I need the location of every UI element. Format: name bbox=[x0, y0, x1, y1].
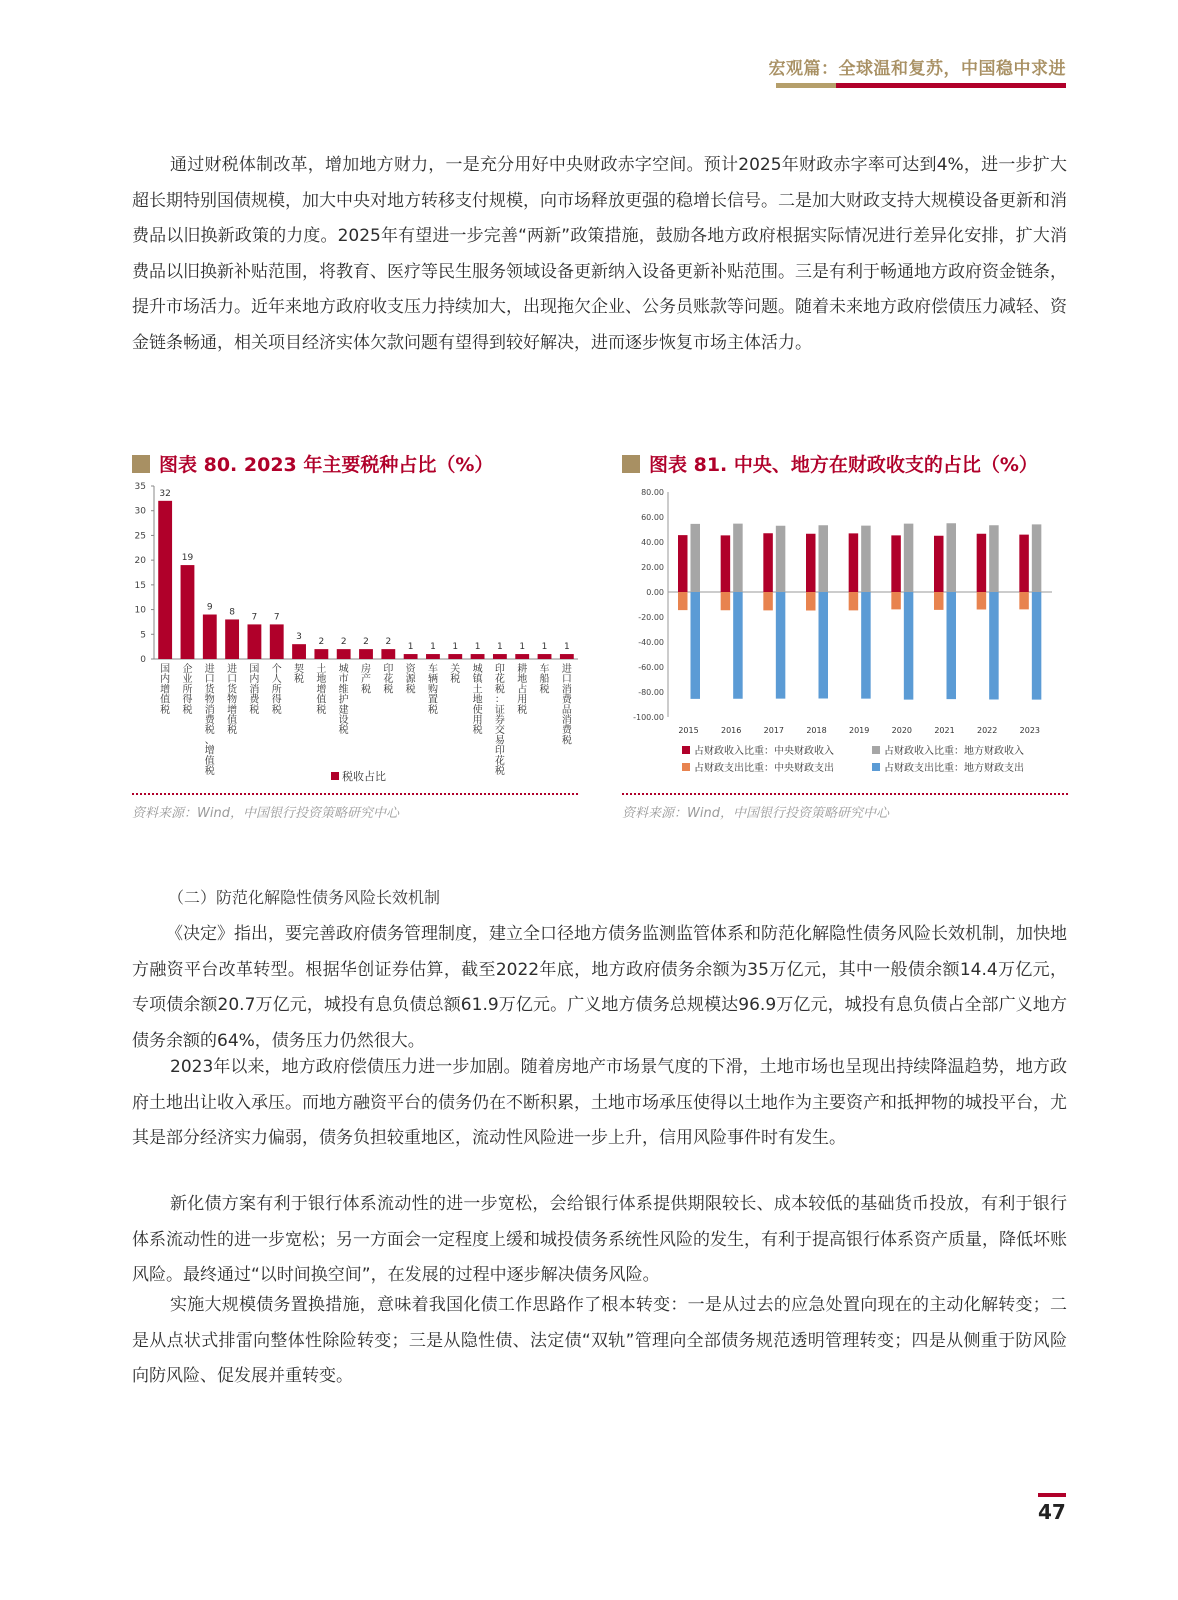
x-tick-label: 券 bbox=[494, 715, 505, 726]
x-tick-label: 船 bbox=[539, 674, 550, 686]
bar bbox=[337, 649, 351, 659]
x-tick-label: 费 bbox=[204, 715, 215, 726]
x-tick-label: 维 bbox=[338, 684, 349, 696]
x-tick-label: 源 bbox=[405, 674, 416, 686]
x-tick-label: 辆 bbox=[427, 674, 438, 686]
x-tick-label: 资 bbox=[405, 664, 416, 675]
legend-label: 占财政支出比重：中央财政支出 bbox=[694, 763, 834, 774]
x-tick-label: 地 bbox=[316, 674, 327, 686]
bar bbox=[989, 592, 999, 700]
data-label: 1 bbox=[430, 642, 436, 653]
x-tick-label: 货 bbox=[227, 684, 238, 696]
y-tick-label: 10 bbox=[134, 605, 146, 616]
bar bbox=[776, 526, 786, 592]
x-tick-label: 护 bbox=[338, 694, 349, 706]
x-tick-label: 税 bbox=[271, 704, 282, 716]
bar bbox=[733, 524, 742, 592]
x-tick-label: 业 bbox=[182, 674, 193, 686]
x-tick-label: 值 bbox=[204, 755, 215, 767]
bar bbox=[203, 615, 217, 659]
figure-81-title bbox=[622, 450, 1038, 477]
y-tick-label: -100.00 bbox=[633, 713, 664, 722]
x-tick-label: 所 bbox=[271, 684, 282, 696]
figure-80-source: 资料来源：Wind，中国银行投资策略研究中心 bbox=[132, 806, 399, 821]
bar bbox=[977, 592, 987, 610]
x-tick-label: 税 bbox=[539, 684, 550, 696]
bar bbox=[448, 654, 462, 659]
bar bbox=[819, 525, 829, 592]
x-tick-label: 车 bbox=[539, 664, 550, 675]
bar bbox=[934, 536, 944, 592]
x-tick-label: 税 bbox=[316, 704, 327, 716]
x-tick-label: 购 bbox=[427, 684, 438, 696]
bar bbox=[849, 533, 859, 592]
x-tick-label: 品 bbox=[561, 704, 572, 716]
data-label: 3 bbox=[296, 632, 302, 643]
bar bbox=[181, 565, 195, 659]
x-tick-label: 值 bbox=[160, 694, 171, 706]
x-tick-label: 人 bbox=[271, 674, 282, 686]
x-tick-label: 增 bbox=[204, 745, 215, 757]
y-tick-label: 60.00 bbox=[641, 513, 664, 522]
x-tick-label: 增 bbox=[227, 704, 238, 716]
fiscal-share-chart bbox=[612, 478, 1074, 788]
bar bbox=[359, 649, 373, 659]
bar bbox=[158, 501, 172, 659]
x-tick-label: 消 bbox=[561, 715, 572, 726]
bar bbox=[691, 524, 701, 592]
x-tick-label: 税 bbox=[450, 674, 461, 686]
x-tick-label: 产 bbox=[361, 674, 371, 686]
x-tick-label: 2021 bbox=[934, 726, 955, 735]
x-tick-label: 用 bbox=[472, 715, 483, 726]
y-tick-label: 5 bbox=[140, 630, 146, 641]
x-tick-label: 所 bbox=[182, 684, 193, 696]
data-label: 2 bbox=[318, 637, 325, 648]
x-tick-label: 耕 bbox=[517, 664, 528, 675]
x-tick-label: 印 bbox=[383, 664, 394, 675]
x-tick-label: 地 bbox=[517, 674, 528, 686]
y-tick-label: 30 bbox=[134, 506, 146, 517]
x-tick-label: 证 bbox=[494, 704, 505, 716]
x-tick-label: 关 bbox=[450, 664, 461, 675]
section-subheading: （二）防范化解隐性债务风险长效机制 bbox=[168, 888, 441, 907]
header-rule-gold bbox=[776, 83, 836, 88]
x-tick-label: 镇 bbox=[472, 674, 483, 686]
x-tick-label: 车 bbox=[427, 664, 438, 675]
bar bbox=[763, 533, 773, 592]
body-paragraph: 实施大规模债务置换措施，意味着我国化债工作思路作了根本转变：一是从过去的应急处置向现在的主动化解转变；二是从点状式排雷向整体性除险转变；三是从隐性债、法定债“双轨”管理向全部债务规范透明管理转变；四是从侧重于防风险向防风险、促发展并重转变。 bbox=[132, 1295, 1067, 1387]
bar bbox=[721, 535, 731, 592]
x-tick-label: 税 bbox=[405, 684, 416, 696]
x-tick-label: 进 bbox=[561, 664, 572, 675]
data-label: 9 bbox=[206, 602, 213, 613]
bar bbox=[947, 592, 957, 699]
y-tick-label: -40.00 bbox=[638, 638, 664, 647]
x-tick-label: 国 bbox=[160, 664, 171, 675]
x-tick-label: ： bbox=[494, 694, 505, 706]
bar bbox=[806, 534, 816, 592]
legend-label: 占财政收入比重：地方财政收入 bbox=[884, 746, 1024, 757]
x-tick-label: 值 bbox=[227, 715, 238, 726]
x-tick-label: 2020 bbox=[891, 726, 913, 735]
x-tick-label: 花 bbox=[494, 674, 505, 686]
x-tick-label: 2015 bbox=[678, 726, 699, 735]
x-tick-label: 货 bbox=[204, 684, 215, 696]
figure-81-dotted-rule bbox=[622, 793, 1068, 795]
x-tick-label: 交 bbox=[494, 725, 505, 737]
bar bbox=[733, 592, 742, 699]
x-tick-label: 土 bbox=[316, 664, 327, 675]
data-label: 1 bbox=[497, 642, 503, 653]
x-tick-label: 税 bbox=[204, 725, 215, 737]
x-tick-label: 进 bbox=[204, 664, 215, 675]
x-tick-label: 设 bbox=[338, 715, 349, 726]
bar bbox=[471, 654, 485, 659]
legend-swatch bbox=[872, 763, 880, 771]
x-tick-label: 房 bbox=[361, 664, 371, 675]
x-tick-label: 2019 bbox=[848, 726, 870, 735]
legend-swatch bbox=[682, 763, 690, 771]
bar bbox=[678, 592, 688, 610]
data-label: 1 bbox=[452, 642, 459, 653]
y-tick-label: -20.00 bbox=[638, 613, 664, 622]
data-label: 32 bbox=[159, 488, 171, 499]
x-tick-label: 税 bbox=[494, 684, 505, 696]
x-tick-label: 契 bbox=[294, 664, 305, 675]
bar bbox=[904, 592, 914, 700]
bar bbox=[819, 592, 829, 699]
x-tick-label: 口 bbox=[227, 674, 238, 686]
y-tick-label: -80.00 bbox=[638, 688, 664, 697]
bar bbox=[934, 592, 944, 610]
figure-80-title-text: 图表 80. 2023 年主要税种占比（%） bbox=[159, 454, 494, 476]
x-tick-label: 物 bbox=[204, 694, 215, 706]
header-rule-red bbox=[836, 83, 1066, 88]
x-tick-label: 使 bbox=[472, 704, 483, 716]
y-tick-label: 0 bbox=[140, 655, 146, 665]
bar bbox=[1019, 535, 1029, 592]
y-tick-label: 80.00 bbox=[641, 488, 664, 497]
bar bbox=[849, 592, 859, 610]
bar bbox=[381, 649, 395, 659]
bar bbox=[404, 654, 418, 659]
figure-marker-square bbox=[622, 455, 640, 473]
bar bbox=[806, 592, 816, 611]
data-label: 2 bbox=[385, 637, 392, 648]
y-tick-label: 0.00 bbox=[646, 588, 664, 597]
legend-label: 占财政支出比重：地方财政支出 bbox=[884, 763, 1024, 774]
bar bbox=[721, 592, 731, 610]
bar bbox=[678, 535, 688, 592]
data-label: 1 bbox=[474, 642, 481, 653]
bar bbox=[763, 592, 773, 610]
x-tick-label: 税 bbox=[517, 704, 528, 716]
bar bbox=[225, 619, 239, 659]
x-tick-label: 消 bbox=[561, 684, 572, 696]
x-tick-label: 地 bbox=[472, 694, 483, 706]
x-tick-label: 值 bbox=[316, 694, 327, 706]
x-tick-label: 税 bbox=[494, 766, 505, 777]
x-tick-label: 置 bbox=[427, 694, 438, 706]
x-tick-label: 内 bbox=[249, 674, 260, 686]
bar bbox=[904, 524, 914, 592]
x-tick-label: 税 bbox=[561, 735, 572, 747]
x-tick-label: 印 bbox=[494, 664, 505, 675]
bar bbox=[270, 624, 284, 659]
data-label: 1 bbox=[407, 642, 414, 653]
x-tick-label: 内 bbox=[160, 674, 171, 686]
data-label: 8 bbox=[229, 607, 235, 618]
x-tick-label: 税 bbox=[427, 704, 438, 716]
body-paragraph: 2023年以来，地方政府偿债压力进一步加剧。随着房地产市场景气度的下滑，土地市场也呈现出持续降温趋势，地方政府土地出让收入承压。而地方融资平台的债务仍在不断积累，土地市场承压使得以土地作为主要资产和抵押物的城投平台，尤其是部分经济实力偏弱，债务负担较重地区，流动性风险进一步上升，信用风险事件时有发生。 bbox=[132, 1057, 1067, 1149]
y-tick-label: -60.00 bbox=[638, 663, 664, 672]
x-tick-label: 土 bbox=[472, 684, 483, 696]
x-tick-label: 税 bbox=[383, 684, 394, 696]
x-tick-label: 税 bbox=[361, 684, 371, 696]
x-tick-label: 花 bbox=[383, 674, 394, 686]
legend-swatch bbox=[331, 772, 339, 780]
figure-81-source: 资料来源：Wind，中国银行投资策略研究中心 bbox=[622, 806, 889, 821]
x-tick-label: 个 bbox=[271, 664, 282, 675]
page-number: 47 bbox=[1038, 1500, 1066, 1524]
x-tick-label: 占 bbox=[517, 684, 528, 696]
bar bbox=[493, 654, 507, 659]
x-tick-label: 增 bbox=[316, 684, 327, 696]
x-tick-label: 2022 bbox=[976, 726, 998, 735]
x-tick-label: 税 bbox=[249, 704, 260, 716]
x-tick-label: 花 bbox=[494, 755, 505, 767]
data-label: 1 bbox=[541, 642, 548, 653]
bar bbox=[989, 525, 999, 592]
x-tick-label: 城 bbox=[472, 664, 483, 675]
x-tick-label: 税 bbox=[204, 766, 215, 777]
bar bbox=[861, 592, 871, 699]
x-tick-label: 税 bbox=[472, 725, 483, 737]
bar bbox=[947, 523, 957, 592]
x-tick-label: 得 bbox=[271, 694, 282, 706]
bar bbox=[776, 592, 786, 699]
data-label: 1 bbox=[519, 642, 526, 653]
x-tick-label: 企 bbox=[182, 664, 193, 675]
bar bbox=[1032, 592, 1042, 700]
x-tick-label: 进 bbox=[227, 664, 238, 675]
figure-81-title-text: 图表 81. 中央、地方在财政收支的占比（%） bbox=[649, 454, 1038, 476]
bar bbox=[426, 654, 440, 659]
data-label: 1 bbox=[563, 642, 570, 653]
x-tick-label: 税 bbox=[294, 674, 305, 686]
x-tick-label: 费 bbox=[249, 694, 260, 706]
y-tick-label: 20.00 bbox=[641, 563, 664, 572]
legend-label: 税收占比 bbox=[342, 770, 386, 783]
body-paragraph: 通过财税体制改革，增加地方财力，一是充分用好中央财政赤字空间。预计2025年财政赤字率可达到4%，进一步扩大超长期特别国债规模，加大中央对地方转移支付规模，向市场释放更强的稳增长信号。二是加大财政支持大规模设备更新和消费品以旧换新政策的力度。2025年有望进一步完善“两新”政策措施，鼓励各地方政府根据实际情况进行差异化安排，扩大消费品以旧换新补贴范围，将教育、医疗等民生服务领域设备更新纳入设备更新补贴范围。三是有利于畅通地方政府资金链条，提升市场活力。近年来地方政府收支压力持续加大，出现拖欠企业、公务员账款等问题。随着未来地方政府偿债压力减轻、资金链条畅通，相关项目经济实体欠款问题有望得到较好解决，进而逐步恢复市场主体活力。 bbox=[132, 155, 1067, 353]
bar bbox=[1032, 524, 1042, 592]
bar bbox=[560, 654, 574, 659]
y-tick-label: 40.00 bbox=[641, 538, 664, 547]
bar bbox=[248, 624, 262, 659]
y-tick-label: 20 bbox=[134, 556, 146, 567]
figure-80-title bbox=[132, 450, 493, 477]
body-paragraph: 《决定》指出，要完善政府债务管理制度，建立全口径地方债务监测监管体系和防范化解隐性债务风险长效机制，加快地方融资平台改革转型。根据华创证券估算，截至2022年底，地方政府债务余额为35万亿元，其中一般债余额14.4万亿元，专项债余额20.7万亿元，城投有息负债总额61.9万亿元。广义地方债务总规模达96.9万亿元，城投有息负债占全部广义地方债务余额的64%，债务压力仍然很大。 bbox=[132, 924, 1067, 1051]
x-tick-label: 印 bbox=[494, 745, 505, 757]
x-tick-label: 税 bbox=[338, 725, 349, 737]
data-label: 7 bbox=[251, 612, 258, 623]
y-tick-label: 35 bbox=[134, 482, 146, 492]
y-tick-label: 25 bbox=[134, 531, 146, 542]
tax-share-chart bbox=[110, 478, 590, 793]
x-tick-label: 2023 bbox=[1019, 726, 1041, 735]
legend-swatch bbox=[872, 746, 880, 754]
bar bbox=[861, 526, 871, 592]
y-tick-label: 15 bbox=[134, 580, 146, 591]
x-tick-label: 用 bbox=[517, 694, 528, 706]
body-paragraph: 新化债方案有利于银行体系流动性的进一步宽松，会给银行体系提供期限较长、成本较低的基础货币投放，有利于银行体系流动性的进一步宽松；另一方面会一定程度上缓和城投债务系统性风险的发生，有利于提高银行体系资产质量，降低坏账风险。最终通过“以时间换空间”，在发展的过程中逐步解决债务风险。 bbox=[132, 1194, 1067, 1286]
bar bbox=[292, 644, 306, 659]
figure-marker-square bbox=[132, 455, 150, 473]
x-tick-label: 2018 bbox=[806, 726, 827, 735]
bar bbox=[691, 592, 701, 699]
bar bbox=[977, 534, 987, 592]
bar bbox=[515, 654, 529, 659]
figure-80-dotted-rule bbox=[132, 793, 578, 795]
x-tick-label: 消 bbox=[249, 684, 260, 696]
x-tick-label: 、 bbox=[204, 735, 215, 747]
bar bbox=[891, 592, 901, 609]
running-header: 宏观篇：全球温和复苏，中国稳中求进 bbox=[768, 59, 1066, 79]
x-tick-label: 易 bbox=[494, 735, 505, 747]
x-tick-label: 税 bbox=[182, 704, 193, 716]
bar bbox=[1019, 592, 1029, 609]
page-number-rule bbox=[1038, 1493, 1066, 1497]
x-tick-label: 费 bbox=[561, 694, 572, 706]
x-tick-label: 增 bbox=[160, 684, 171, 696]
x-tick-label: 口 bbox=[561, 674, 572, 686]
bar bbox=[314, 649, 328, 659]
x-tick-label: 费 bbox=[561, 725, 572, 737]
bar bbox=[538, 654, 552, 659]
data-label: 2 bbox=[363, 637, 369, 648]
x-tick-label: 城 bbox=[338, 664, 349, 675]
x-tick-label: 税 bbox=[160, 704, 171, 716]
x-tick-label: 市 bbox=[338, 674, 349, 686]
x-tick-label: 建 bbox=[338, 704, 349, 716]
x-tick-label: 消 bbox=[204, 704, 215, 716]
data-label: 2 bbox=[340, 637, 347, 648]
legend-label: 占财政收入比重：中央财政收入 bbox=[694, 746, 834, 757]
x-tick-label: 物 bbox=[227, 694, 238, 706]
x-tick-label: 税 bbox=[227, 725, 238, 737]
data-label: 19 bbox=[181, 553, 194, 564]
legend-swatch bbox=[682, 746, 690, 754]
data-label: 7 bbox=[273, 612, 280, 623]
x-tick-label: 2016 bbox=[720, 726, 742, 735]
x-tick-label: 2017 bbox=[763, 726, 785, 735]
x-tick-label: 国 bbox=[249, 664, 260, 675]
bar bbox=[891, 535, 901, 592]
x-tick-label: 得 bbox=[182, 694, 193, 706]
x-tick-label: 口 bbox=[204, 674, 215, 686]
